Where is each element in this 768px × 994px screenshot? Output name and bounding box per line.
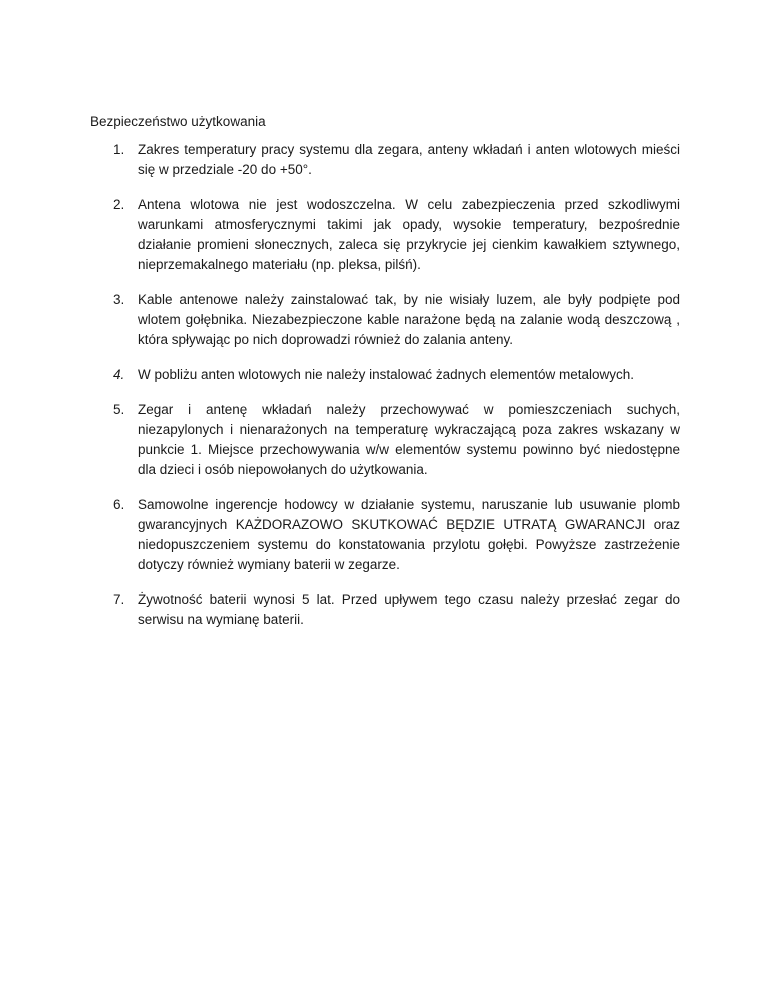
item-text: Kable antenowe należy zainstalować tak, by nie wisiały luzem, ale były podpięte pod wlotem gołębnika. Niezabezpieczone kable narażone będą na zalanie wodą deszczową , która spływając po nich doprowadzi również do zalania anteny. [138, 292, 680, 347]
item-number: 3. [113, 292, 125, 307]
item-text: W pobliżu anten wlotowych nie należy instalować żadnych elementów metalowych. [138, 367, 634, 382]
list-item [90, 290, 680, 350]
item-number: 2. [113, 197, 125, 212]
item-number: 5. [113, 402, 125, 417]
list-item [90, 365, 680, 385]
item-text: Zegar i antenę wkładań należy przechowywać w pomieszczeniach suchych, niezapylonych i nienarażonych na temperaturę wykraczającą poza zakres wskazany w punkcie 1. Miejsce przechowywania w/w elementów systemu powinno być niedostępne dla dzieci i osób niepowołanych do użytkowania. [138, 402, 680, 477]
list-item [90, 195, 680, 275]
item-text: Antena wlotowa nie jest wodoszczelna. W celu zabezpieczenia przed szkodliwymi warunkami atmosferycznymi takimi jak opady, wysokie temperatury, bezpośrednie działanie promieni słonecznych, zaleca się przykrycie jej cienkim kawałkiem sztywnego, nieprzemakalnego materiału (np. pleksa, pilśń). [138, 197, 680, 272]
item-text: Zakres temperatury pracy systemu dla zegara, anteny wkładań i anten wlotowych mieści się w przedziale -20 do +50°. [138, 142, 680, 177]
list-item [90, 590, 680, 630]
item-text: Żywotność baterii wynosi 5 lat. Przed upływem tego czasu należy przesłać zegar do serwisu na wymianę baterii. [138, 592, 680, 627]
item-number: 4. [113, 367, 125, 382]
list-item [90, 495, 680, 575]
document-title: Bezpieczeństwo użytkowania [90, 114, 266, 129]
item-text: Samowolne ingerencje hodowcy w działanie systemu, naruszanie lub usuwanie plomb gwarancyjnych KAŻDORAZOWO SKUTKOWAĆ BĘDZIE UTRATĄ GWARANCJI oraz niedopuszczeniem systemu do konstatowania przylotu gołębi. Powyższe zastrzeżenie dotyczy również wymiany baterii w zegarze. [138, 497, 680, 572]
item-number: 1. [113, 142, 125, 157]
list-item [90, 140, 680, 180]
list-item [90, 400, 680, 480]
safety-list [90, 140, 680, 645]
item-number: 7. [113, 592, 125, 607]
item-number: 6. [113, 497, 125, 512]
